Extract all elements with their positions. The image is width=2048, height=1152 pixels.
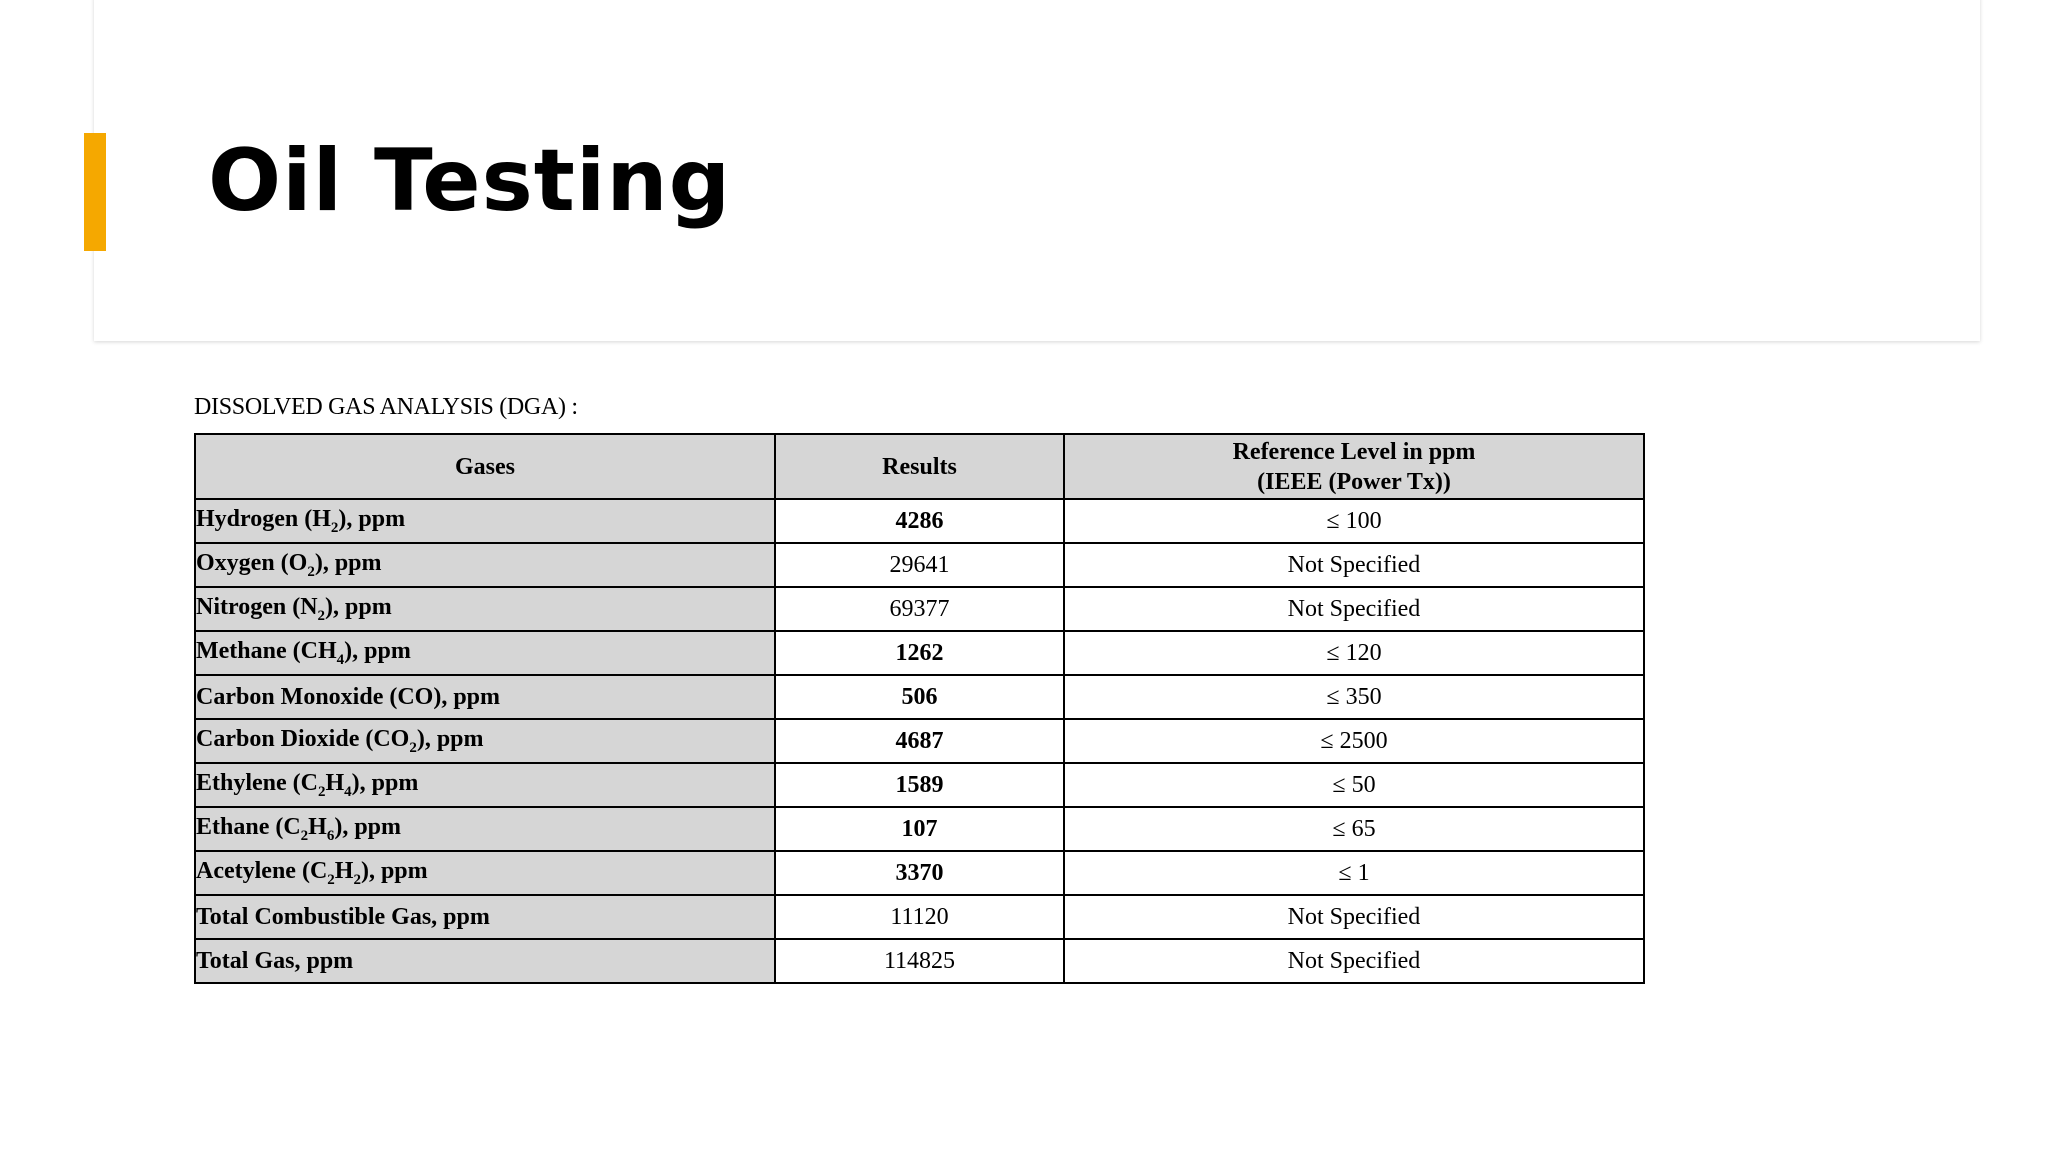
result-cell: 506	[775, 675, 1064, 719]
gas-name-cell: Carbon Monoxide (CO), ppm	[195, 675, 775, 719]
gas-name-cell: Ethane $(C_2H_6)$, ppm	[195, 807, 775, 851]
reference-cell: Not Specified	[1064, 543, 1644, 587]
table-row	[195, 895, 1644, 939]
result-cell: 4286	[775, 499, 1064, 543]
table-row	[195, 807, 1644, 851]
result-cell: 11120	[775, 895, 1064, 939]
reference-cell: ≤ 350	[1064, 675, 1644, 719]
result-cell: 4687	[775, 719, 1064, 763]
reference-cell: ≤ 2500	[1064, 719, 1644, 763]
header-reference-line2: (IEEE (Power Tx))	[1257, 468, 1451, 495]
table-row	[195, 499, 1644, 543]
gas-name-cell: Hydrogen $(H_2)$, ppm	[195, 499, 775, 543]
gas-name-cell: Methane $(CH_4)$, ppm	[195, 631, 775, 675]
reference-cell: ≤ 1	[1064, 851, 1644, 895]
header-results: Results	[775, 434, 1064, 499]
header-reference-line1: Reference Level in ppm	[1232, 438, 1476, 465]
gas-name-cell: Oxygen $(O_2)$, ppm	[195, 543, 775, 587]
result-cell: 29641	[775, 543, 1064, 587]
table-row	[195, 631, 1644, 675]
table-row	[195, 719, 1644, 763]
result-cell: 3370	[775, 851, 1064, 895]
reference-cell: ≤ 100	[1064, 499, 1644, 543]
header-reference	[1064, 434, 1644, 499]
title-accent-bar	[84, 133, 106, 251]
gas-name-cell: Total Combustible Gas, ppm	[195, 895, 775, 939]
reference-cell: Not Specified	[1064, 939, 1644, 983]
result-cell: 1589	[775, 763, 1064, 807]
gas-name-cell: Acetylene $(C_2H_2)$, ppm	[195, 851, 775, 895]
result-cell: 114825	[775, 939, 1064, 983]
reference-cell: ≤ 50	[1064, 763, 1644, 807]
gas-name-cell: Nitrogen $(N_2)$, ppm	[195, 587, 775, 631]
table-row	[195, 543, 1644, 587]
table-row	[195, 763, 1644, 807]
table-row	[195, 939, 1644, 983]
result-cell: 1262	[775, 631, 1064, 675]
reference-cell: ≤ 65	[1064, 807, 1644, 851]
reference-cell: Not Specified	[1064, 895, 1644, 939]
header-gases: Gases	[195, 434, 775, 499]
reference-cell: Not Specified	[1064, 587, 1644, 631]
gas-name-cell: Carbon Dioxide $(CO_2)$, ppm	[195, 719, 775, 763]
table-header-row	[195, 434, 1644, 499]
table-row	[195, 851, 1644, 895]
gas-name-cell: Ethylene $(C_2H_4)$, ppm	[195, 763, 775, 807]
table-row	[195, 675, 1644, 719]
dga-heading: DISSOLVED GAS ANALYSIS (DGA) :	[194, 394, 578, 420]
reference-cell: ≤ 120	[1064, 631, 1644, 675]
dga-table	[194, 433, 1645, 984]
result-cell: 69377	[775, 587, 1064, 631]
table-row	[195, 587, 1644, 631]
gas-name-cell: Total Gas, ppm	[195, 939, 775, 983]
slide-title: Oil Testing	[208, 131, 732, 231]
result-cell: 107	[775, 807, 1064, 851]
